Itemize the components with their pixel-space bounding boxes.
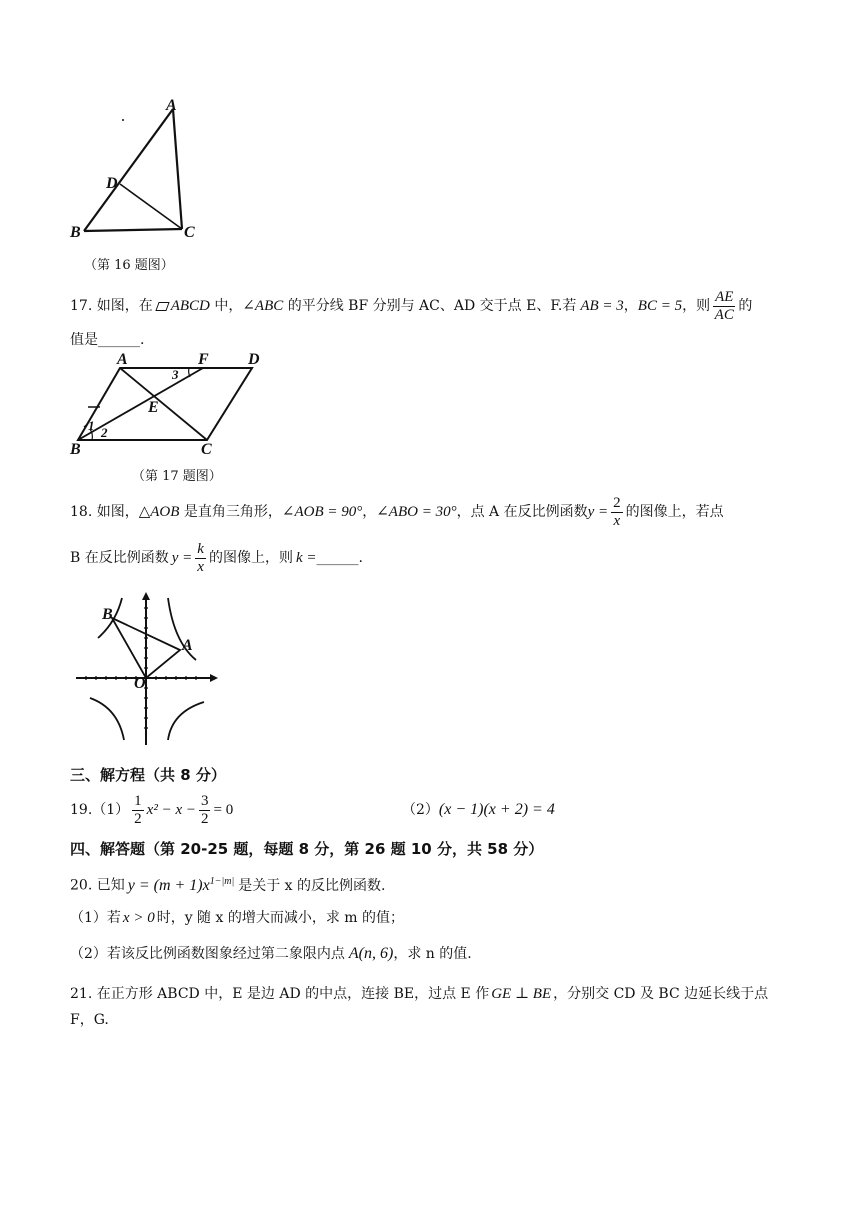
q21-rest: ，分别交 CD 及 BC 边延长线于点 [553,986,769,1002]
fig17-caption: （第 17 题图） [132,469,222,484]
q18-keq: k = [295,550,317,566]
q18-prefix: 18. 如图， [70,504,139,520]
figure-16 [60,95,220,245]
fig16-caption: （第 16 题图） [84,258,174,273]
fig17-label-f: F [198,351,209,368]
q17-fraction [713,289,735,324]
q17-mid: 中， [209,298,243,314]
q18-d: 的图像上，若点 [625,504,724,520]
q20-p2-prefix: （2）若该反比例函数图象经过第二象限内点 [70,946,345,962]
figure-17 [70,350,270,460]
q17-frac-num: AE [715,288,734,305]
q21-perp: GE ⊥ BE [491,986,552,1002]
q18-frac-num: 2 [613,494,621,511]
fig16-label-c: C [184,224,195,241]
q19-frac-1 [132,793,144,828]
q17-line1 [70,286,752,326]
q20-exp: 1−|m| [209,876,235,887]
q21-line2: F，G. [70,1012,109,1028]
fig18-label-o: O [134,675,146,692]
q19-prefix: 19.（1） [70,802,130,818]
q18-frac-x: x [197,558,204,575]
fig18-label-a: A [182,637,193,654]
fig17-label-1: 1 [88,418,95,433]
q18-triangle: △AOB [138,504,180,520]
fig18-label-b: B [102,606,113,623]
q18-line2-a: B 在反比例函数 [70,550,169,566]
q20-rest: 是关于 x 的反比例函数. [238,877,386,894]
q18-line1 [70,492,724,532]
q19-mid: x² − x − [146,802,196,818]
q19-part2-eq: (x − 1)(x + 2) = 4 [438,801,555,818]
q20-eq: y = (m + 1)x [127,876,210,894]
q18-yeq2: y = [171,550,193,566]
q18-blank: ______. [316,550,363,566]
q19-frac-2 [199,793,211,828]
q20-p2-rest: ，求 n 的值. [393,946,472,962]
fig17-label-3: 3 [172,367,179,382]
q20-p1-prefix: （1）若 [70,910,121,926]
q19-frac1-den: 2 [134,810,142,827]
q17-tail: 的 [738,298,753,314]
q18-yeq: y = [587,504,609,520]
q17-abcd: ABCD [170,298,210,314]
q19-frac1-num: 1 [134,792,142,809]
q18-aob: ∠AOB = 90° [281,504,363,520]
q19-frac2-den: 2 [200,810,209,827]
q21-prefix: 21. 在正方形 ABCD 中，E 是边 AD 的中点，连接 BE，过点 E 作 [70,986,490,1002]
fig16-label-b: B [70,224,81,241]
figure-18 [70,590,220,750]
fig17-label-e: E [148,399,159,416]
parallelogram-icon [155,302,169,311]
fig16-label-d: D [106,175,118,192]
q18-frac-k: k [197,540,204,557]
q17-prefix: 17. 如图，在 [70,298,153,314]
fig16-label-a: A [166,97,177,114]
figure-16-drawing [60,95,220,245]
section-3-title: 三、解方程（共 8 分） [70,766,226,784]
q18-fraction-a [611,495,623,530]
q18-line2-b: 的图像上，则 [208,550,293,566]
figure-17-drawing [70,350,270,460]
q18-fraction-b [195,541,206,576]
q18-abo: ∠ABO = 30° [376,504,457,520]
q20-prefix: 20. 已知 [70,877,125,894]
q20-part2 [70,944,472,964]
q20-p1-rest: 时，y 随 x 的增大而减小，求 m 的值； [156,910,405,926]
figure-18-drawing [70,590,220,750]
q18-a: 是直角三角形， [179,504,282,520]
q18-line2 [70,538,363,578]
q19-frac2-num: 3 [200,792,209,809]
fig17-label-d: D [248,351,260,368]
q20-p1-cond: x > 0 [122,910,155,926]
q20-p2-point: A(n, 6) [348,945,394,962]
q21-line1 [70,984,768,1004]
q17-comma: ， [623,298,638,314]
q20-line1 [70,872,385,896]
q19-part2 [402,800,555,820]
fig17-label-b: B [70,441,81,458]
q17-frac-den: AC [714,306,734,323]
q20-part1 [70,908,404,928]
q17-then: ，则 [682,298,711,314]
section-4-title: 四、解答题（第 20-25 题，每题 8 分，第 26 题 10 分，共 58 分） [70,840,544,858]
q18-c: ，点 A 在反比例函数 [456,504,588,520]
q17-angle: ∠ABC [242,298,284,314]
q19-part2-prefix: （2） [402,802,439,818]
q19-part1 [70,790,233,830]
q17-bc: BC = 5 [637,298,683,314]
fig17-label-2: 2 [101,425,108,440]
q18-b: ， [362,504,377,520]
q17-rest: 的平分线 BF 分别与 AC、AD 交于点 E、F.若 [283,298,577,314]
q19-end: = 0 [213,802,234,818]
fig17-label-c: C [201,441,212,458]
q17-line2: 值是______. [70,332,145,348]
fig17-label-a: A [117,351,128,368]
q18-frac-den: x [613,512,621,529]
q17-ab: AB = 3 [580,298,624,314]
